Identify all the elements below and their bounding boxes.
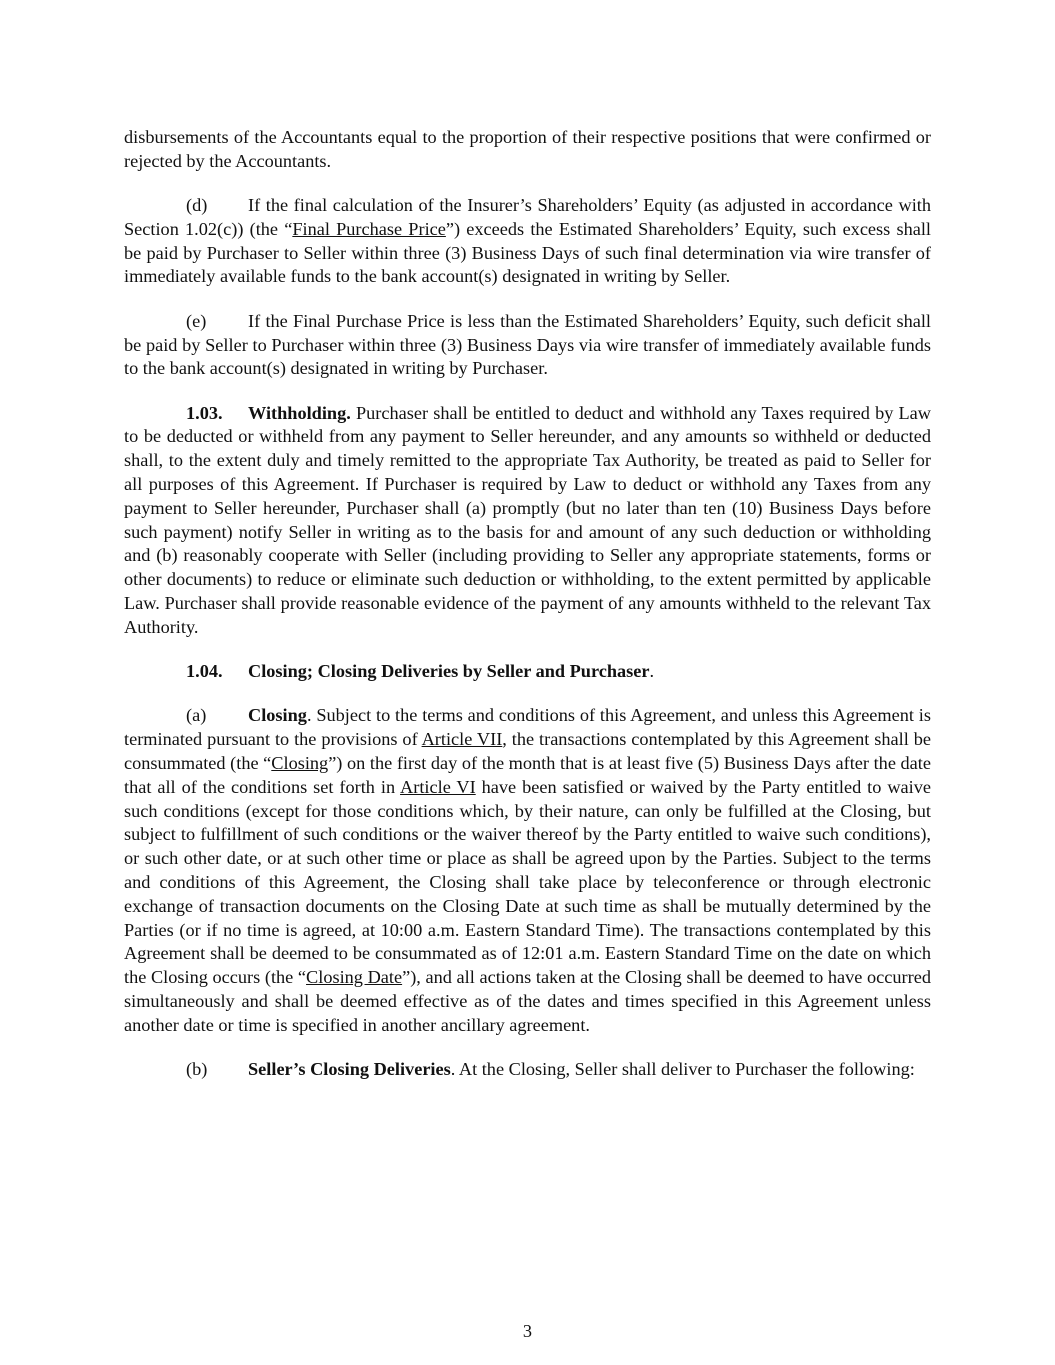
section-1-03	[124, 402, 931, 640]
subsection-heading: Closing	[248, 705, 307, 726]
item-label: (a)	[186, 705, 207, 726]
subsection-heading: Seller’s Closing Deliveries	[248, 1059, 451, 1080]
section-number: 1.04.	[186, 661, 223, 682]
section-title-period: .	[649, 661, 655, 682]
paragraph-a	[124, 704, 931, 1037]
defined-term-closing: Closing	[271, 753, 329, 774]
defined-term-final-purchase-price: Final Purchase Price	[292, 218, 446, 239]
paragraph-text: , the transactions contemplated by this Agreement shall be consummated (the “	[124, 729, 931, 774]
reference-article-vii: Article VII	[421, 729, 503, 750]
paragraph-text: ”) on the first day of the month that is at least five (5) Business Days after the date that all of the conditions set forth in	[124, 753, 931, 797]
paragraph-text: Purchaser shall be entitled to deduct and withhold any Taxes required by Law to be deducted or withheld from any payment to Seller hereunder, and any amounts so withheld or deducted shall, to the extent duly and timely remitted to the appropriate Tax Authority, be treated as paid to Seller for all purposes of this Agreement. If Purchaser is required by Law to deduct or withhold any Taxes from any payment to Seller hereunder, Purchaser shall (a) promptly (but no later than ten (10) Business Days before such payment) notify Seller in writing as to the basis for and amount of any such deduction or withholding and (b) reasonably cooperate with Seller (including providing to Seller any appropriate statements, forms or other documents) to reduce or eliminate such deduction or withholding, to the extent permitted by applicable Law. Purchaser shall provide reasonable evidence of the payment of any amounts withheld to the relevant Tax Authority.	[124, 402, 931, 637]
page-number: 3	[522, 1321, 533, 1341]
paragraph-text: If the final calculation of the Insurer’s Shareholders’ Equity (as adjusted in accordance with Section 1.02(c)) (the “	[124, 195, 931, 239]
paragraph-continuation	[124, 126, 931, 174]
paragraph-text: ”), and all actions taken at the Closing shall be deemed to have occurred simultaneously and shall be deemed effective as of the dates and times specified in this Agreement unless another date or time is specified in another ancillary agreement.	[124, 967, 931, 1035]
paragraph-text: ”) exceeds the Estimated Shareholders’ Equity, such excess shall be paid by Purchaser to Seller within three (3) Business Days of such final determination via wire transfer of immediately available funds to the bank account(s) designated in writing by Seller.	[124, 218, 932, 287]
document-page	[124, 126, 931, 1102]
section-1-04-heading	[124, 660, 931, 684]
paragraph-text: have been satisfied or waived by the Party entitled to waive such conditions (except for those conditions which, by their nature, can only be fulfilled at the Closing, but subject to fulfillment of such conditions or the waiver thereof by the Party entitled to waive such conditions), or such other date, or at such other time or place as shall be agreed upon by the Parties. Subject to the terms and conditions of this Agreement, the Closing shall take place by teleconference or through electronic exchange of transaction documents on the Closing Date at such time as shall be mutually determined by the Parties (or if no time is agreed, at 10:00 a.m. Eastern Standard Time). The transactions contemplated by this Agreement shall be deemed to be consummated as of 12:01 a.m. Eastern Standard Time on the date on which the Closing occurs (the “	[124, 776, 931, 988]
item-label: (e)	[186, 310, 207, 331]
section-title: Withholding.	[248, 402, 351, 423]
paragraph-text: . Subject to the terms and conditions of this Agreement, and unless this Agreement is terminated pursuant to the provisions of	[124, 705, 931, 750]
paragraph-text: If the Final Purchase Price is less than the Estimated Shareholders’ Equity, such deficit shall be paid by Seller to Purchaser within three (3) Business Days via wire transfer of immediately available funds to the bank account(s) designated in writing by Purchaser.	[124, 310, 931, 379]
defined-term-closing-date: Closing Date	[306, 967, 403, 988]
paragraph-b	[124, 1058, 931, 1082]
item-label: (b)	[186, 1059, 208, 1080]
paragraph-d	[124, 194, 931, 289]
paragraph-text: . At the Closing, Seller shall deliver to Purchaser the following:	[450, 1059, 915, 1080]
paragraph-e	[124, 310, 931, 381]
reference-article-vi: Article VI	[400, 776, 476, 797]
paragraph-text: disbursements of the Accountants equal to the proportion of their respective positions that were confirmed or rejected by the Accountants.	[124, 127, 931, 171]
item-label: (d)	[186, 195, 208, 216]
section-title: Closing; Closing Deliveries by Seller and Purchaser	[248, 661, 650, 682]
section-number: 1.03.	[186, 402, 223, 423]
